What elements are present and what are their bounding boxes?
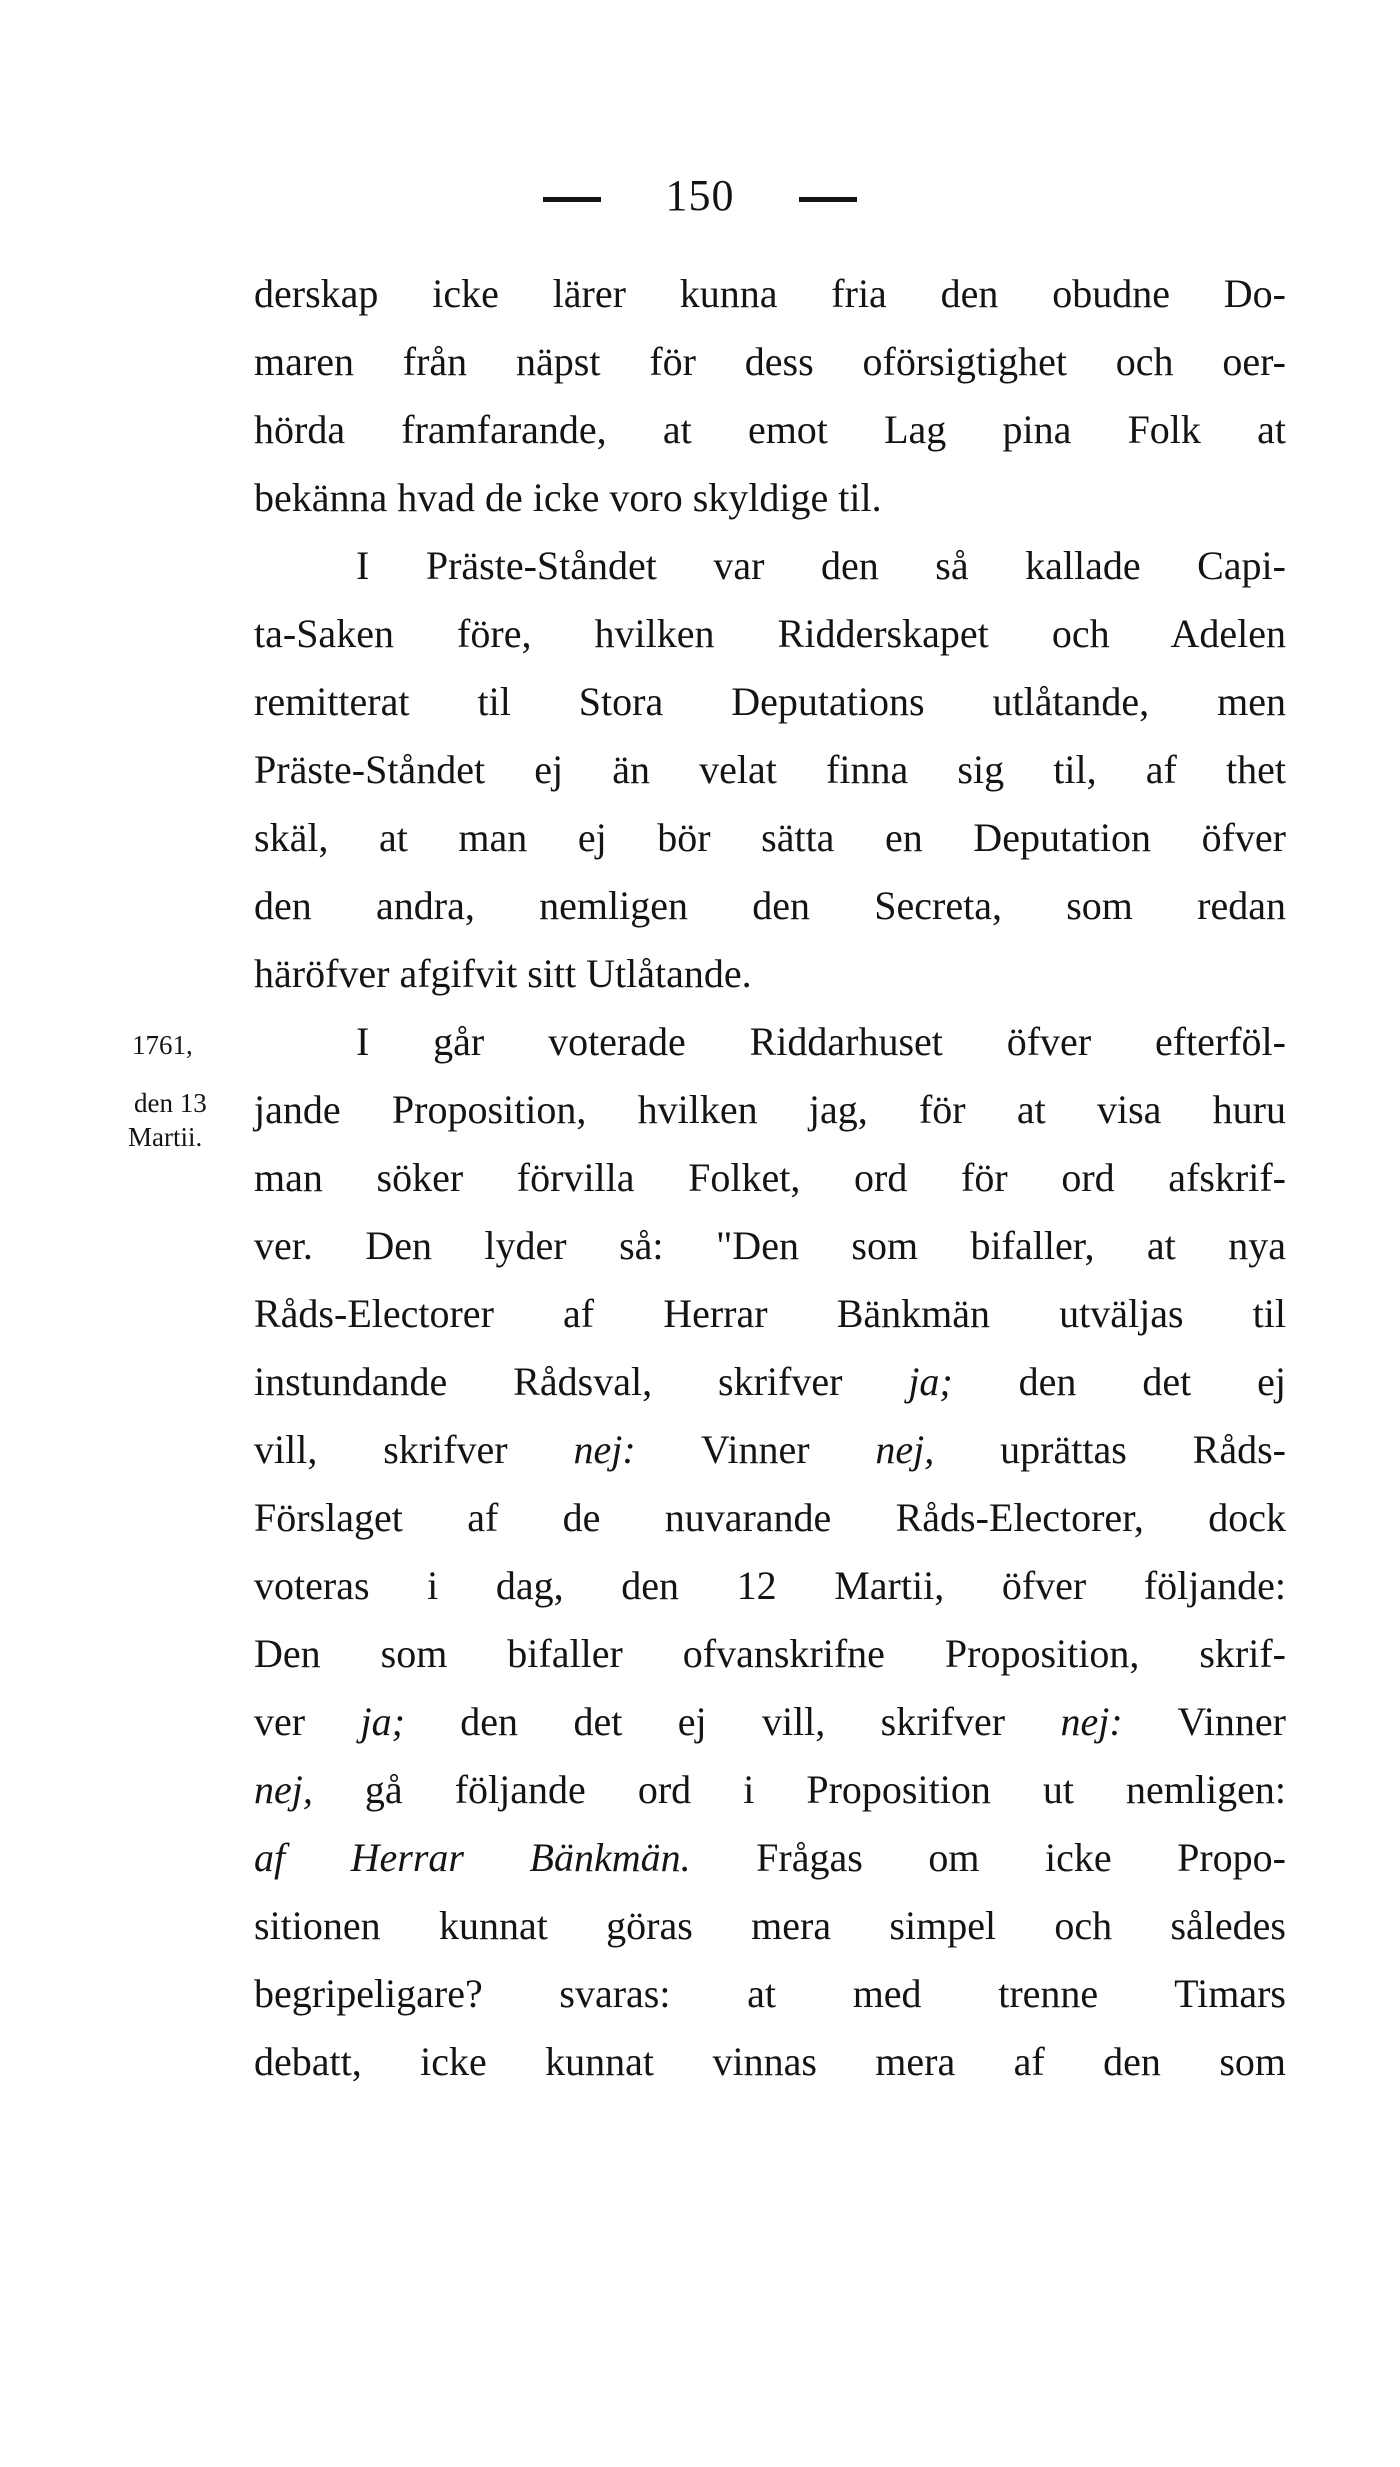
text-line: ta-Saken före, hvilken Ridderskapet och Adelen xyxy=(254,611,1286,656)
text-line: bekänna hvad de icke voro skyldige til. xyxy=(254,475,882,520)
margin-note-day: den 13 xyxy=(134,1088,207,1118)
text-line: sitionen kunnat göras mera simpel och således xyxy=(254,1903,1286,1948)
text-line: man söker förvilla Folket, ord för ord afskrif- xyxy=(254,1155,1286,1200)
text-line: Präste-Ståndet ej än velat finna sig til, af thet xyxy=(254,747,1286,792)
text-line: instundande Rådsval, skrifver ja; den det ej xyxy=(254,1359,1286,1404)
text-line: vill, skrifver nej: Vinner nej, uprättas Råds- xyxy=(254,1427,1286,1472)
text-line: Den som bifaller ofvanskrifne Proposition, skrif- xyxy=(254,1631,1286,1676)
text-line: ver. Den lyder så: "Den som bifaller, at nya xyxy=(254,1223,1286,1268)
text-line: hörda framfarande, at emot Lag pina Folk at xyxy=(254,407,1286,452)
text-line: skäl, at man ej bör sätta en Deputation öfver xyxy=(254,815,1286,860)
text-line: derskap icke lärer kunna fria den obudne Do- xyxy=(254,271,1286,316)
header-dash-right xyxy=(799,197,857,202)
text-line: I Präste-Ståndet var den så kallade Capi- xyxy=(356,543,1286,588)
text-line: Förslaget af de nuvarande Råds-Electorer, dock xyxy=(254,1495,1286,1540)
text-line: I går voterade Riddarhuset öfver efterföl- xyxy=(356,1019,1286,1064)
text-line: debatt, icke kunnat vinnas mera af den som xyxy=(254,2039,1286,2084)
margin-note-month: Martii. xyxy=(128,1122,203,1152)
text-line: jande Proposition, hvilken jag, för at visa huru xyxy=(254,1087,1286,1132)
text-line: maren från näpst för dess oförsigtighet och oer- xyxy=(254,339,1286,384)
text-line: häröfver afgifvit sitt Utlåtande. xyxy=(254,951,752,996)
text-line: den andra, nemligen den Secreta, som redan xyxy=(254,883,1286,928)
text-line: Råds-Electorer af Herrar Bänkmän utväljas til xyxy=(254,1291,1286,1336)
margin-note-year: 1761, xyxy=(132,1030,193,1060)
text-line: begripeligare? svaras: at med trenne Timars xyxy=(254,1971,1286,2016)
text-line: voteras i dag, den 12 Martii, öfver följande: xyxy=(254,1563,1286,1608)
text-line: af Herrar Bänkmän. Frågas om icke Propo- xyxy=(254,1835,1287,1880)
text-line: ver ja; den det ej vill, skrifver nej: Vinner xyxy=(254,1699,1286,1744)
text-line: nej, gå följande ord i Proposition ut nemligen: xyxy=(254,1767,1286,1812)
page-number: 150 xyxy=(665,171,735,220)
text-line: remitterat til Stora Deputations utlåtande, men xyxy=(254,679,1286,724)
header-dash-left xyxy=(543,197,601,202)
running-header xyxy=(0,170,1400,221)
